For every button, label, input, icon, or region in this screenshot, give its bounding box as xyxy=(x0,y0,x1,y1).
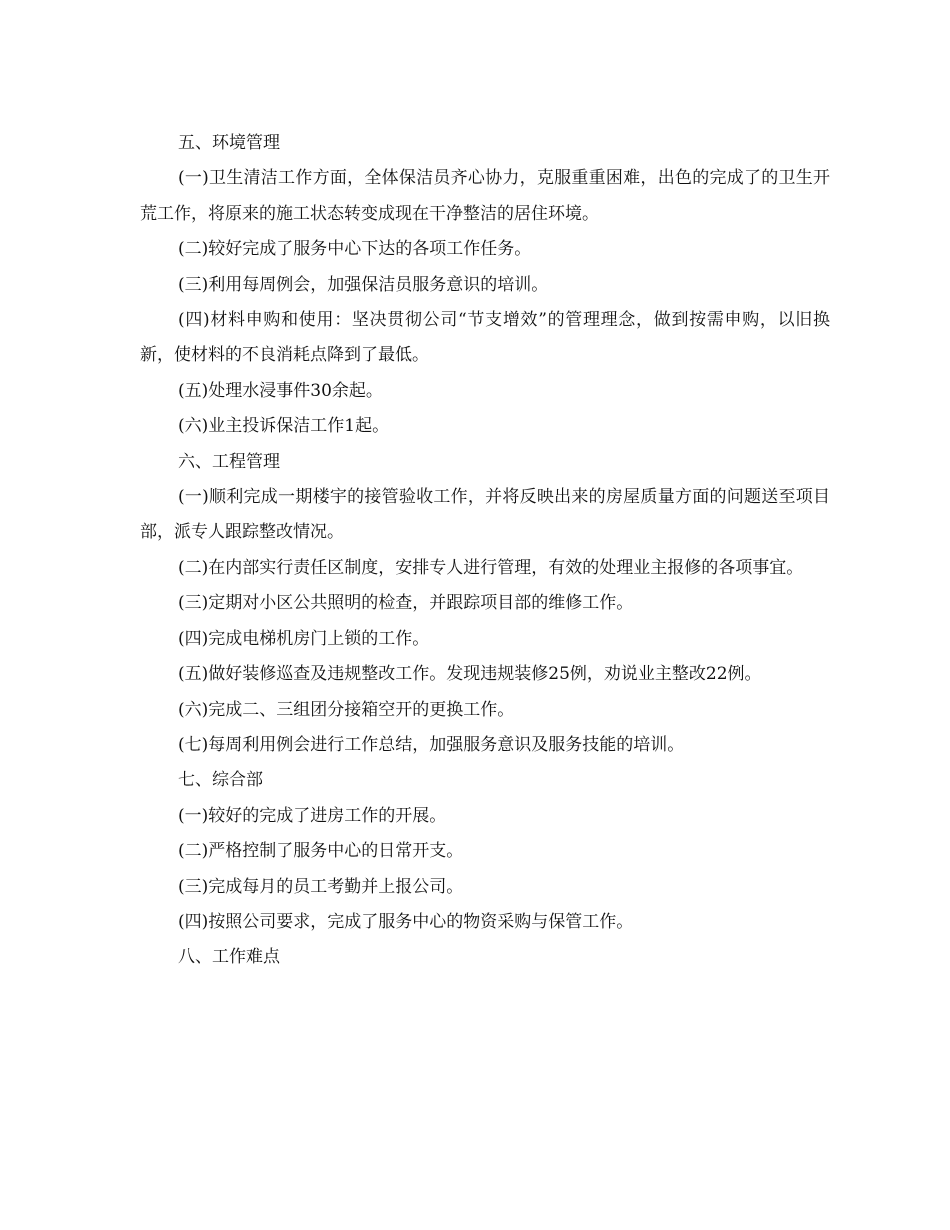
paragraph-eng-2: (二)在内部实行责任区制度，安排专人进行管理，有效的处理业主报修的各项事宜。 xyxy=(178,557,804,578)
section-heading-difficulties: 八、工作难点 xyxy=(178,947,280,968)
paragraph-env-1: (一)卫生清洁工作方面，全体保洁员齐心协力，克服重重困难，出色的完成了的卫生开荒工作，将原来的施工状态转变成现在干净整洁的居住环境。 xyxy=(140,168,830,224)
paragraph-eng-3: (三)定期对小区公共照明的检查，并跟踪项目部的维修工作。 xyxy=(178,593,634,614)
paragraph-gen-4: (四)按照公司要求，完成了服务中心的物资采购与保管工作。 xyxy=(178,911,634,932)
paragraph-gen-3: (三)完成每月的员工考勤并上报公司。 xyxy=(178,876,464,897)
document-body xyxy=(140,126,830,976)
paragraph-env-3: (三)利用每周例会，加强保洁员服务意识的培训。 xyxy=(178,274,549,295)
paragraph-eng-1: (一)顺利完成一期楼宇的接管验收工作，并将反映出来的房屋质量方面的问题送至项目部，派专人跟踪整改情况。 xyxy=(140,487,830,543)
section-heading-environment: 五、环境管理 xyxy=(178,133,280,153)
paragraph-env-4: (四)材料申购和使用：坚决贯彻公司“节支增效”的管理理念，做到按需申购，以旧换新，使材料的不良消耗点降到了最低。 xyxy=(140,310,830,366)
section-heading-engineering: 六、工程管理 xyxy=(178,451,280,472)
paragraph-eng-7: (七)每周利用例会进行工作总结，加强服务意识及服务技能的培训。 xyxy=(178,734,685,755)
paragraph-env-5: (五)处理水浸事件30余起。 xyxy=(178,380,383,401)
paragraph-env-6: (六)业主投诉保洁工作1起。 xyxy=(178,416,390,437)
paragraph-eng-4: (四)完成电梯机房门上锁的工作。 xyxy=(178,628,430,649)
section-heading-general-dept: 七、综合部 xyxy=(178,770,263,791)
paragraph-env-2: (二)较好完成了服务中心下达的各项工作任务。 xyxy=(178,239,532,260)
paragraph-gen-1: (一)较好的完成了进房工作的开展。 xyxy=(178,805,447,826)
paragraph-eng-6: (六)完成二、三组团分接箱空开的更换工作。 xyxy=(178,699,515,720)
paragraph-gen-2: (二)严格控制了服务中心的日常开支。 xyxy=(178,841,464,862)
paragraph-eng-5: (五)做好装修巡查及违规整改工作。发现违规装修25例，劝说业主整改22例。 xyxy=(178,664,762,685)
